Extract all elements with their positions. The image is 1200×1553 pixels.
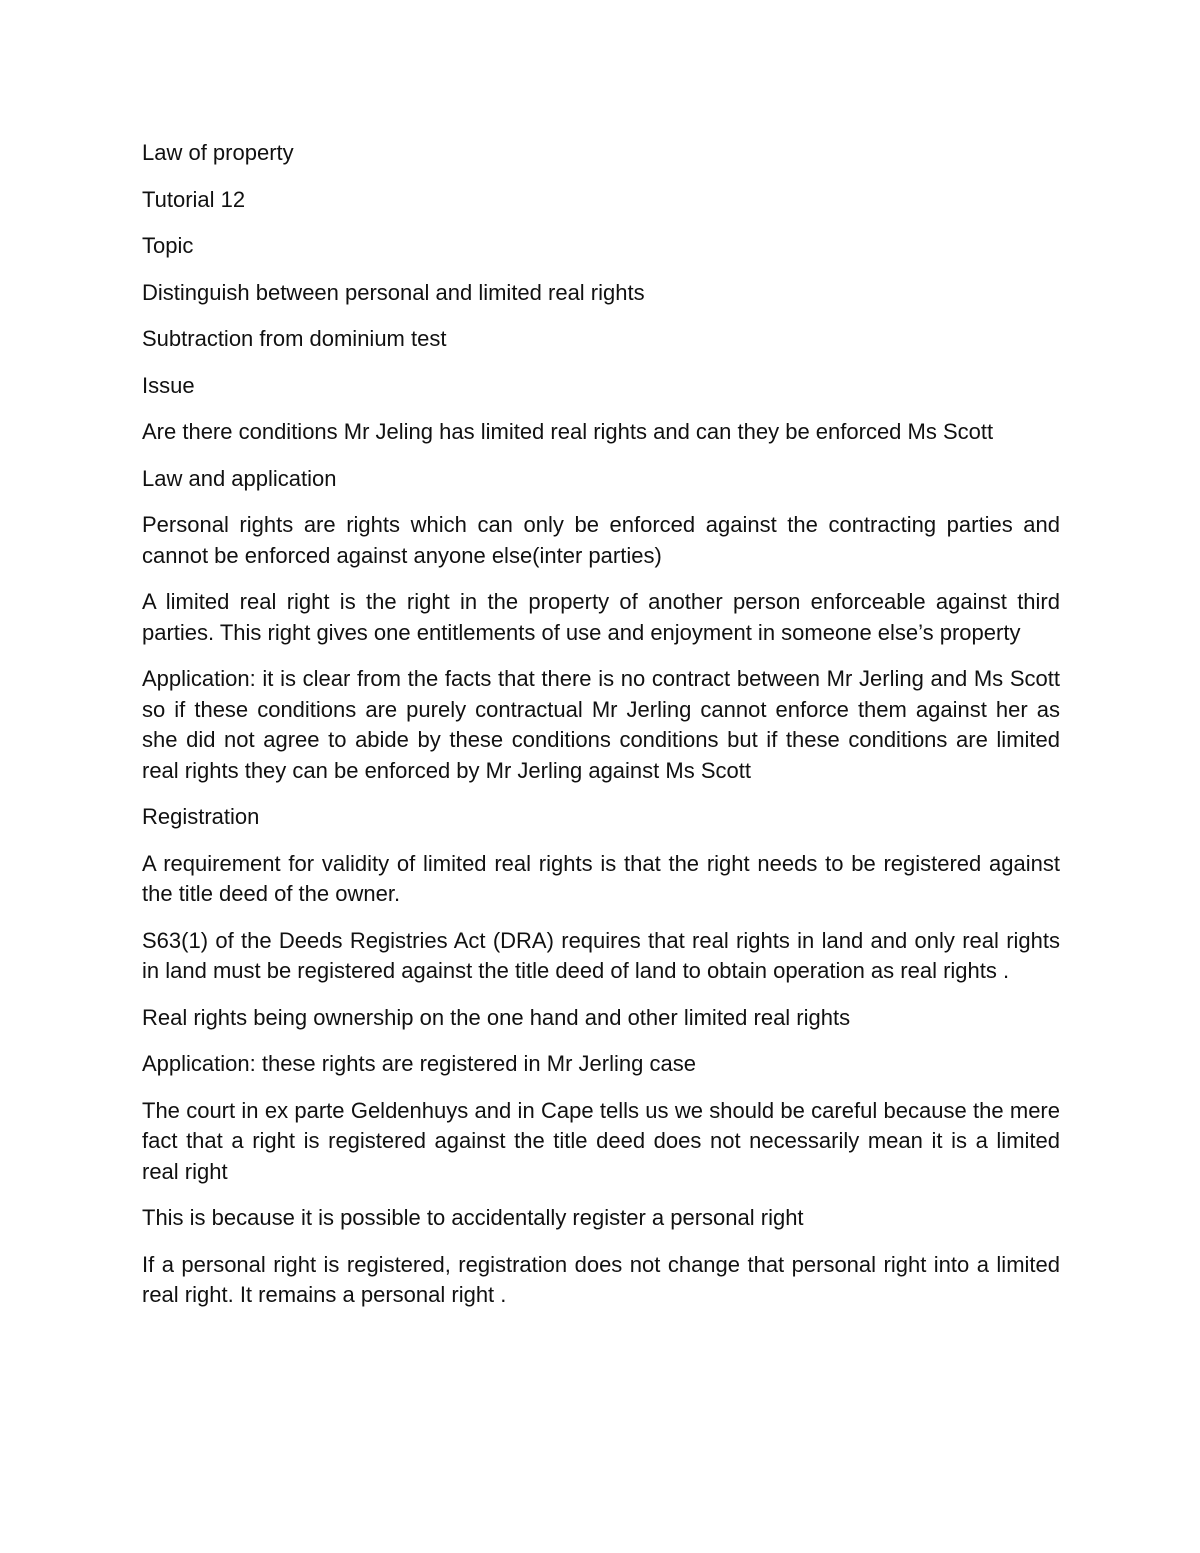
topic-heading: Topic	[142, 233, 194, 258]
registration-heading: Registration	[142, 804, 260, 829]
limited-real-right-paragraph: A limited real right is the right in the property of another person enforceable against third parties. This right gives one entitlements of use and enjoyment in someone else’s property	[142, 589, 1060, 645]
issue-text: Are there conditions Mr Jeling has limited real rights and can they be enforced Ms Scott	[142, 419, 994, 444]
conclusion-paragraph: If a personal right is registered, registration does not change that personal right into a limited real right. It remains a personal right .	[142, 1251, 1060, 1307]
real-rights-paragraph: Real rights being ownership on the one hand and other limited real rights	[142, 1004, 851, 1030]
law-application-heading: Law and application	[142, 465, 337, 491]
test-name: Subtraction from dominium test	[142, 326, 447, 351]
issue-heading: Issue	[142, 372, 195, 398]
document-body	[142, 138, 1060, 1327]
topic-text: Distinguish between personal and limited real rights	[142, 279, 645, 305]
dra-section-paragraph: S63(1) of the Deeds Registries Act (DRA) requires that real rights in land and only real rights in land must be registered against the title deed of land to obtain operation as real rights .	[142, 927, 1060, 983]
personal-rights-paragraph: Personal rights are rights which can only be enforced against the contracting parties and cannot be enforced against anyone else(inter parties)	[142, 512, 1060, 568]
application-paragraph: Application: it is clear from the facts that there is no contract between Mr Jerling and Ms Scott so if these conditions are purely contractual Mr Jerling cannot enforce them against her as she did not agree to abide by these conditions conditions but if these conditions are limited real rights they can be enforced by Mr Jerling against Ms Scott	[142, 666, 1060, 783]
accidental-registration-paragraph: This is because it is possible to accidentally register a personal right	[142, 1205, 804, 1230]
registration-requirement-paragraph: A requirement for validity of limited real rights is that the right needs to be registered against the title deed of the owner.	[142, 850, 1060, 906]
tutorial-number: Tutorial 12	[142, 186, 246, 212]
document-title: Law of property	[142, 140, 294, 165]
court-case-paragraph: The court in ex parte Geldenhuys and in Cape tells us we should be careful because the mere fact that a right is registered against the title deed does not necessarily mean it is a limited real right	[142, 1097, 1060, 1184]
registration-application-paragraph: Application: these rights are registered in Mr Jerling case	[142, 1051, 696, 1076]
